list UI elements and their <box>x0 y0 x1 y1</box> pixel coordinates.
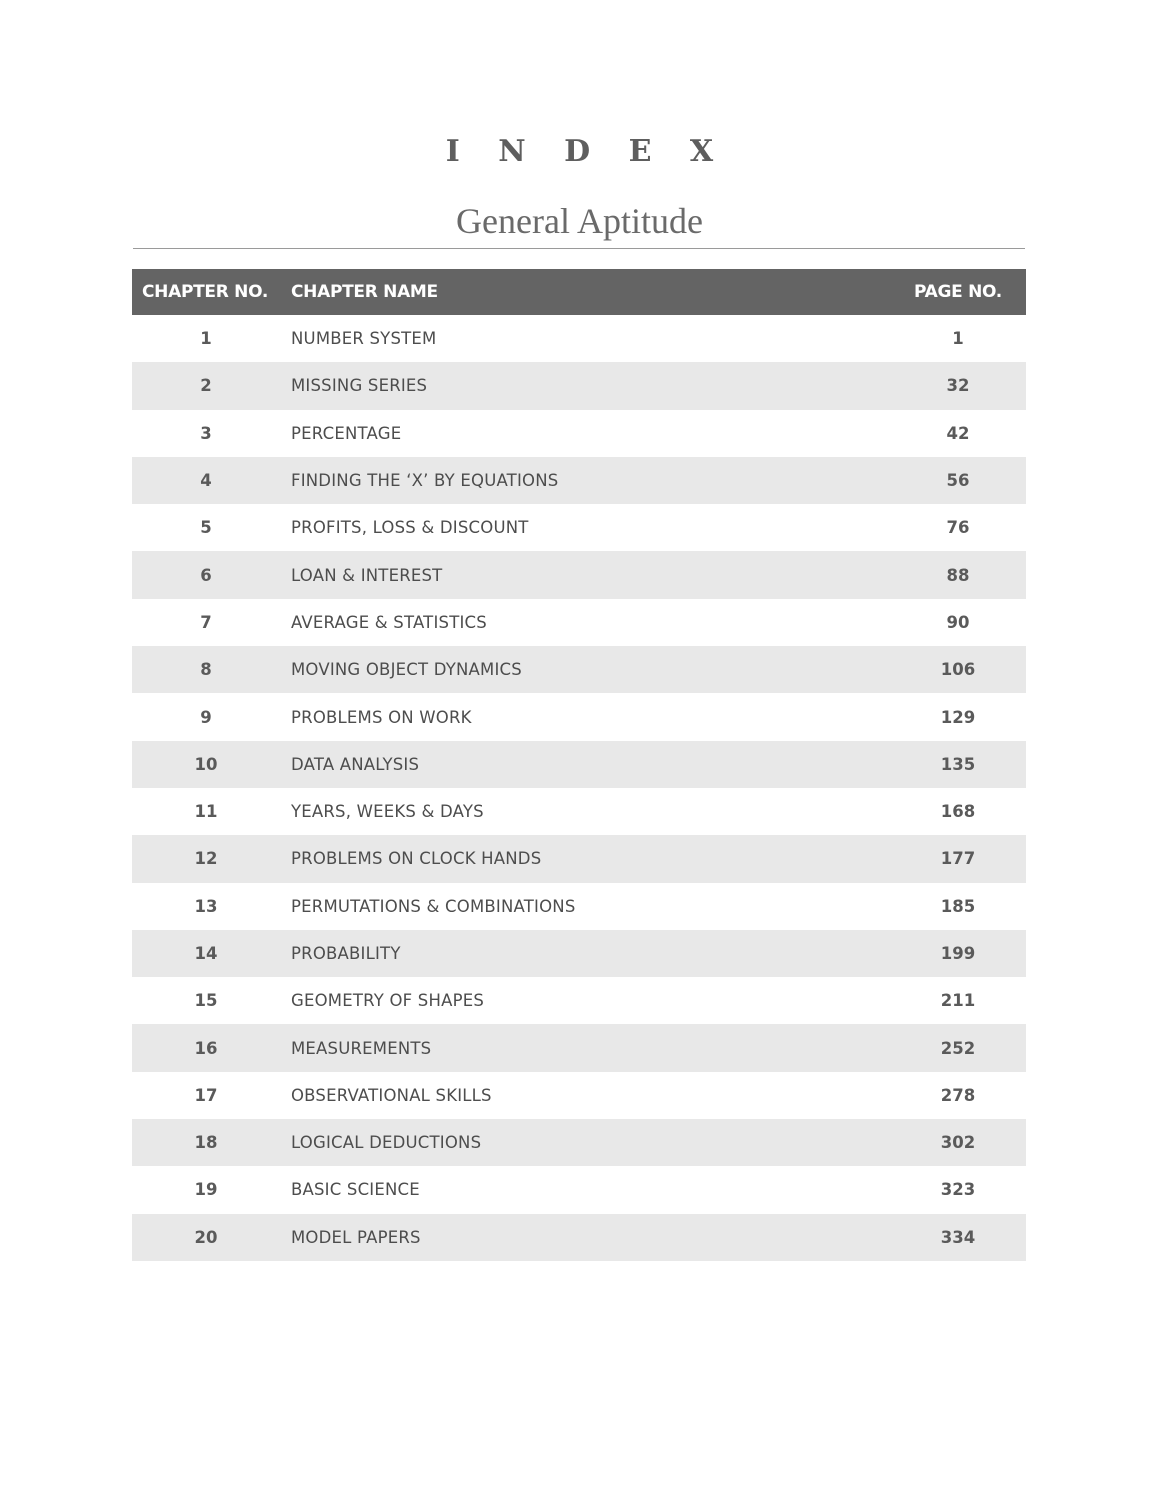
page-number: 199 <box>940 944 976 963</box>
page-subtitle: General Aptitude <box>456 201 703 241</box>
chapter-number: 18 <box>194 1133 218 1153</box>
page-number: 323 <box>940 1180 976 1200</box>
table-row <box>132 883 1026 930</box>
page-number: 88 <box>946 565 970 585</box>
page-number: 252 <box>940 1038 976 1058</box>
chapter-name: MISSING SERIES <box>291 376 428 396</box>
chapter-name: LOGICAL DEDUCTIONS <box>291 1133 482 1153</box>
table-row <box>132 930 1026 977</box>
chapter-name: PERMUTATIONS & COMBINATIONS <box>291 896 576 916</box>
chapter-number: 11 <box>194 802 218 822</box>
page-number: 168 <box>940 802 976 822</box>
page-number: 129 <box>940 707 976 727</box>
page-number: 106 <box>940 660 976 680</box>
chapter-number: 10 <box>194 754 218 774</box>
chapter-name: PERCENTAGE <box>291 423 402 443</box>
header-chapter-name: CHAPTER NAME <box>291 282 438 302</box>
page-number: 177 <box>940 849 976 869</box>
chapter-number: 20 <box>194 1227 218 1247</box>
page-number: 334 <box>940 1227 976 1247</box>
title-divider <box>133 248 1025 249</box>
page-number: 185 <box>940 896 976 916</box>
chapter-name: BASIC SCIENCE <box>291 1180 420 1200</box>
chapter-number: 4 <box>200 471 212 491</box>
chapter-number: 19 <box>194 1180 218 1200</box>
chapter-name: MODEL PAPERS <box>291 1227 421 1247</box>
page-number: 56 <box>946 471 970 491</box>
chapter-number: 7 <box>200 612 212 632</box>
chapter-number: 5 <box>200 518 212 538</box>
chapter-name: MEASUREMENTS <box>291 1038 432 1058</box>
chapter-name: MOVING OBJECT DYNAMICS <box>291 660 522 680</box>
table-row <box>132 457 1026 504</box>
page-number: 90 <box>946 612 970 632</box>
table-row <box>132 315 1026 362</box>
chapter-name: YEARS, WEEKS & DAYS <box>291 802 484 822</box>
chapter-name: FINDING THE ‘X’ BY EQUATIONS <box>291 471 559 491</box>
table-row <box>132 1119 1026 1166</box>
table-row <box>132 741 1026 788</box>
table-row <box>132 551 1026 598</box>
chapter-number: 13 <box>194 896 218 916</box>
chapter-number: 6 <box>200 565 212 585</box>
chapter-name: NUMBER SYSTEM <box>291 329 437 349</box>
page-number: 302 <box>940 1133 976 1153</box>
chapter-name: PROBLEMS ON CLOCK HANDS <box>291 849 542 869</box>
table-row <box>132 1072 1026 1119</box>
chapter-number: 15 <box>194 991 218 1011</box>
header-page-no: PAGE NO. <box>914 282 1002 302</box>
chapter-number: 2 <box>200 376 212 396</box>
index-table <box>132 269 1026 1261</box>
table-row <box>132 1214 1026 1261</box>
table-row <box>132 410 1026 457</box>
chapter-name: PROBABILITY <box>291 944 401 963</box>
page-number: 211 <box>940 991 976 1011</box>
chapter-number: 9 <box>200 707 212 727</box>
chapter-number: 14 <box>194 944 218 963</box>
table-body <box>132 315 1026 1261</box>
page-number: 135 <box>940 754 976 774</box>
page-number: 42 <box>946 423 970 443</box>
table-row <box>132 646 1026 693</box>
chapter-name: DATA ANALYSIS <box>291 754 420 774</box>
page-number: 32 <box>946 376 970 396</box>
chapter-number: 17 <box>194 1085 218 1105</box>
chapter-name: AVERAGE & STATISTICS <box>291 612 487 632</box>
page-number: 278 <box>940 1085 976 1105</box>
chapter-number: 12 <box>194 849 218 869</box>
chapter-number: 8 <box>200 660 212 680</box>
page-number: 1 <box>952 329 964 349</box>
chapter-name: PROBLEMS ON WORK <box>291 707 472 727</box>
table-row <box>132 835 1026 882</box>
chapter-name: LOAN & INTEREST <box>291 565 443 585</box>
header-chapter-no: CHAPTER NO. <box>142 282 269 302</box>
chapter-number: 3 <box>200 423 212 443</box>
table-row <box>132 693 1026 740</box>
table-row <box>132 788 1026 835</box>
chapter-number: 16 <box>194 1038 218 1058</box>
page-number: 76 <box>946 518 970 538</box>
table-row <box>132 504 1026 551</box>
chapter-name: OBSERVATIONAL SKILLS <box>291 1085 492 1105</box>
table-row <box>132 1024 1026 1071</box>
chapter-name: PROFITS, LOSS & DISCOUNT <box>291 518 529 538</box>
table-header <box>132 269 1026 315</box>
chapter-number: 1 <box>200 329 212 349</box>
table-row <box>132 1166 1026 1213</box>
page-title: I N D E X <box>445 134 728 169</box>
chapter-name: GEOMETRY OF SHAPES <box>291 991 485 1011</box>
table-row <box>132 977 1026 1024</box>
table-row <box>132 362 1026 409</box>
table-row <box>132 599 1026 646</box>
